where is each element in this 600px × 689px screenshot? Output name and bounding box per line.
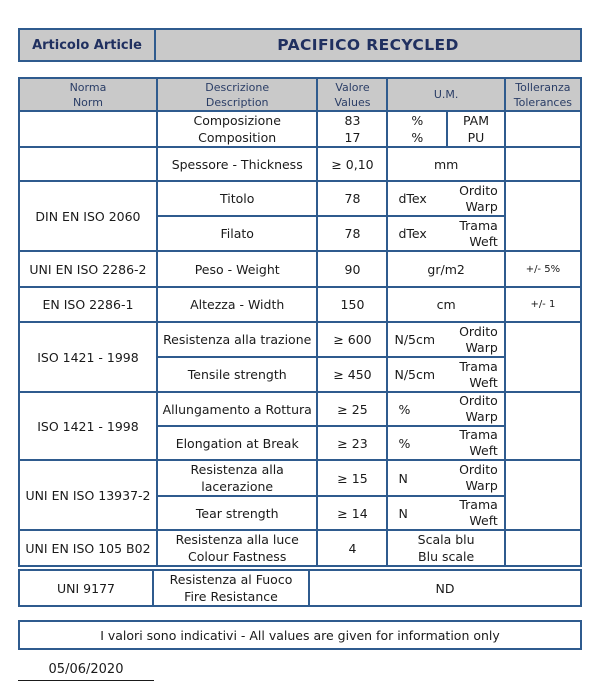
thickness-desc: Spessore - Thickness	[157, 147, 318, 181]
count-desc-weft: Filato	[157, 216, 318, 251]
elongation-value-warp: ≥ 25	[317, 392, 387, 426]
spec-table	[18, 77, 582, 567]
elongation-um-warp: % Ordito Warp	[387, 392, 504, 426]
thickness-norm	[19, 147, 157, 181]
header-norm: Norma Norm	[19, 78, 157, 111]
weight-um: gr/m2	[387, 251, 504, 287]
tensile-tol	[505, 322, 581, 392]
weight-value: 90	[317, 251, 387, 287]
weight-desc: Peso - Weight	[157, 251, 318, 287]
elongation-desc-weft: Elongation at Break	[157, 426, 318, 460]
tensile-value-weft: ≥ 450	[317, 357, 387, 392]
tear-um-warp: N Ordito Warp	[387, 460, 504, 496]
composition-values: 83 17	[317, 111, 387, 147]
width-tol: +/- 1	[505, 287, 581, 322]
elongation-value-weft: ≥ 23	[317, 426, 387, 460]
composition-desc: Composizione Composition	[157, 111, 318, 147]
fire-value: ND	[309, 570, 581, 606]
header-row	[19, 78, 581, 111]
fire-desc: Resistenza al Fuoco Fire Resistance	[153, 570, 309, 606]
light-value: 4	[317, 530, 387, 566]
tear-tol	[505, 460, 581, 530]
tensile-desc-warp: Resistenza alla trazione	[157, 322, 318, 357]
thickness-um: mm	[387, 147, 504, 181]
elongation-row-warp	[19, 392, 581, 426]
tear-value-warp: ≥ 15	[317, 460, 387, 496]
tensile-row-warp	[19, 322, 581, 357]
composition-units: % %	[387, 111, 447, 147]
width-norm: EN ISO 2286-1	[19, 287, 157, 322]
width-desc: Altezza - Width	[157, 287, 318, 322]
count-desc-warp: Titolo	[157, 181, 318, 216]
composition-tol	[505, 111, 581, 147]
header-tolerance: Tolleranza Tolerances	[505, 78, 581, 111]
count-row-warp	[19, 181, 581, 216]
composition-materials: PAM PU	[447, 111, 505, 147]
tear-row-warp	[19, 460, 581, 496]
header-value: Valore Values	[317, 78, 387, 111]
header-um: U.M.	[387, 78, 504, 111]
thickness-row	[19, 147, 581, 181]
tensile-value-warp: ≥ 600	[317, 322, 387, 357]
tear-um-weft: N Trama Weft	[387, 496, 504, 530]
count-value-weft: 78	[317, 216, 387, 251]
product-name: PACIFICO RECYCLED	[155, 29, 581, 61]
tear-desc-warp: Resistenza alla lacerazione	[157, 460, 318, 496]
light-row	[19, 530, 581, 566]
tear-value-weft: ≥ 14	[317, 496, 387, 530]
fire-row	[19, 570, 581, 606]
elongation-desc-warp: Allungamento a Rottura	[157, 392, 318, 426]
elongation-norm: ISO 1421 - 1998	[19, 392, 157, 460]
count-um-weft: dTex Trama Weft	[387, 216, 504, 251]
light-norm: UNI EN ISO 105 B02	[19, 530, 157, 566]
tensile-norm: ISO 1421 - 1998	[19, 322, 157, 392]
width-row	[19, 287, 581, 322]
count-value-warp: 78	[317, 181, 387, 216]
fire-table	[18, 569, 582, 607]
article-label: Articolo Article	[19, 29, 155, 61]
light-desc: Resistenza alla luce Colour Fastness	[157, 530, 318, 566]
weight-tol: +/- 5%	[505, 251, 581, 287]
composition-norm	[19, 111, 157, 147]
composition-row	[19, 111, 581, 147]
title-table	[18, 28, 582, 62]
disclaimer-note: I valori sono indicativi - All values are given for information only	[19, 621, 581, 649]
tear-desc-weft: Tear strength	[157, 496, 318, 530]
weight-norm: UNI EN ISO 2286-2	[19, 251, 157, 287]
elongation-tol	[505, 392, 581, 460]
note-table	[18, 620, 582, 650]
light-tol	[505, 530, 581, 566]
document-date: 05/06/2020	[18, 660, 154, 681]
fire-norm: UNI 9177	[19, 570, 153, 606]
thickness-tol	[505, 147, 581, 181]
light-um: Scala blu Blu scale	[387, 530, 504, 566]
tensile-um-weft: N/5cm Trama Weft	[387, 357, 504, 392]
count-tol	[505, 181, 581, 251]
count-norm: DIN EN ISO 2060	[19, 181, 157, 251]
width-um: cm	[387, 287, 504, 322]
elongation-um-weft: % Trama Weft	[387, 426, 504, 460]
count-um-warp: dTex Ordito Warp	[387, 181, 504, 216]
width-value: 150	[317, 287, 387, 322]
thickness-value: ≥ 0,10	[317, 147, 387, 181]
tensile-um-warp: N/5cm Ordito Warp	[387, 322, 504, 357]
header-description: Descrizione Description	[157, 78, 318, 111]
tensile-desc-weft: Tensile strength	[157, 357, 318, 392]
weight-row	[19, 251, 581, 287]
tear-norm: UNI EN ISO 13937-2	[19, 460, 157, 530]
